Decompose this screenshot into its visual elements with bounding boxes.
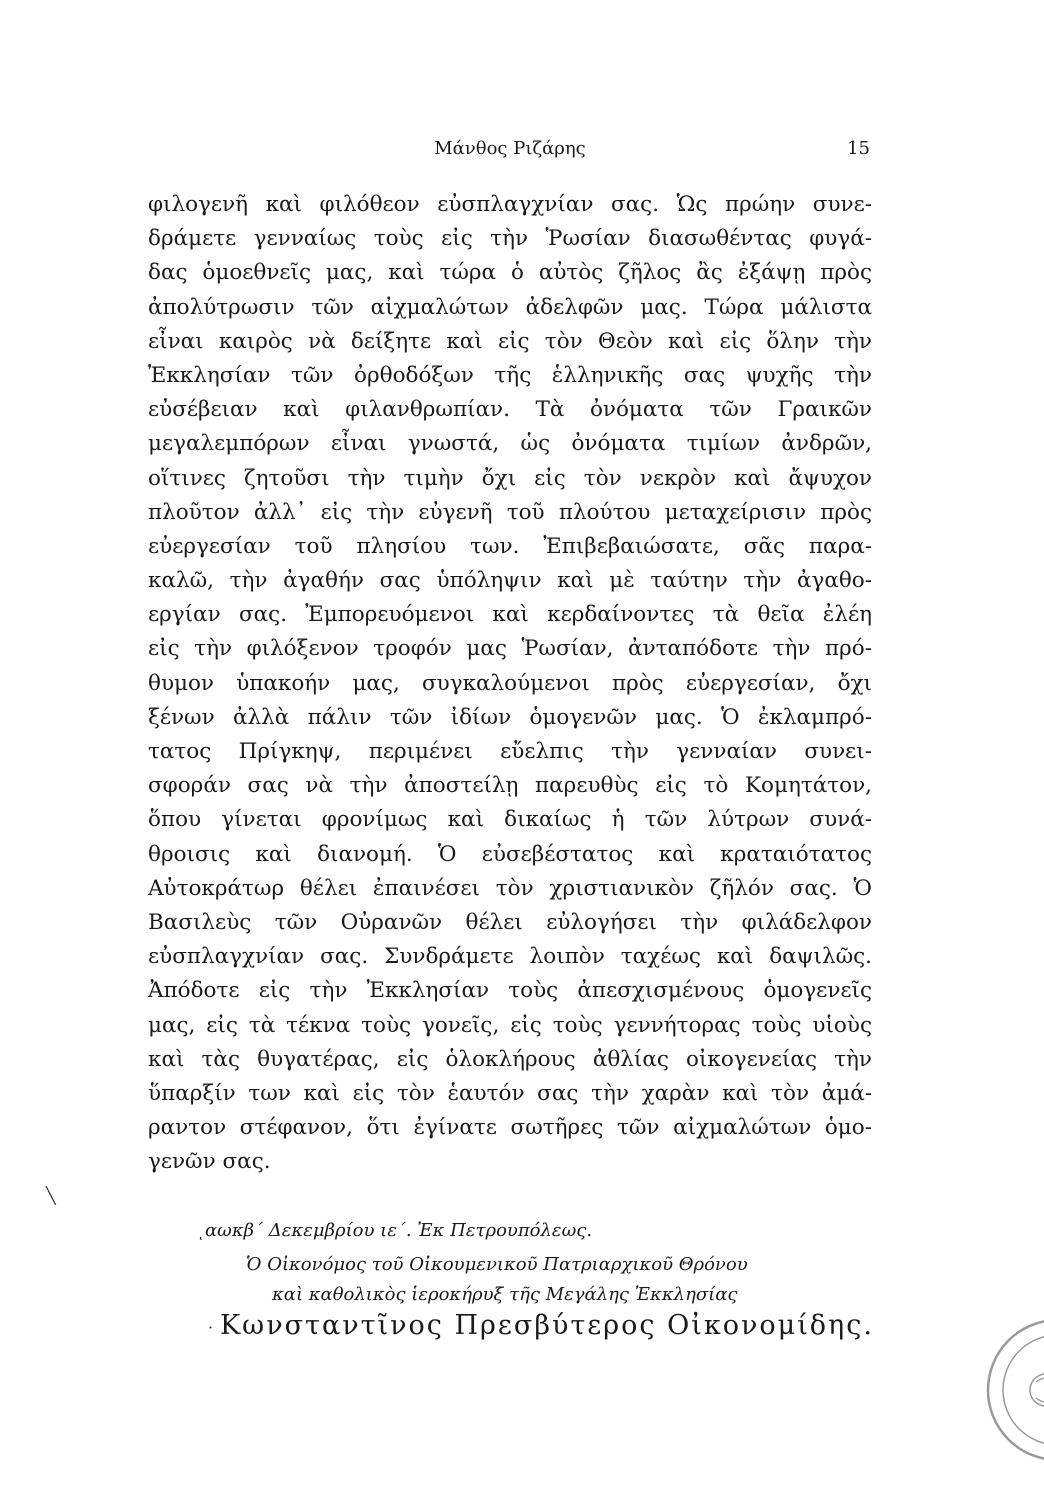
text-line: καὶ τὰς θυγατέρας, εἰς ὁλοκλήρους ἀθλίας οἰκογενείας τὴν: [148, 1046, 872, 1072]
text-line: εἶναι καιρὸς νὰ δείξητε καὶ εἰς τὸν Θεὸν καὶ εἰς ὅλην τὴν: [148, 328, 872, 354]
text-line: ραντον στέφανον, ὅτι ἐγίνατε σωτῆρες τῶν αἰχμαλώτων ὁμο-: [148, 1115, 872, 1141]
text-line: ὕπαρξίν των καὶ εἰς τὸν ἑαυτόν σας τὴν χαρὰν καὶ τὸν ἀμά-: [148, 1080, 872, 1106]
body-text: [148, 188, 872, 1179]
margin-mark: ·: [208, 1318, 214, 1337]
page-number: 15: [847, 138, 870, 159]
text-line: ἀπολύτρωσιν τῶν αἰχμαλώτων ἀδελφῶν μας. Τώρα μάλιστα: [148, 294, 872, 320]
text-line: εὐσέβειαν καὶ φιλανθρωπίαν. Τὰ ὀνόματα τῶν Γραικῶν: [148, 397, 872, 423]
library-stamp: [976, 1290, 1044, 1490]
text-line: δας ὁμοεθνεῖς μας, καὶ τώρα ὁ αὐτὸς ζῆλος ἂς ἐξάψῃ πρὸς: [148, 260, 872, 286]
signatory-title-line-1: Ὁ Οἰκονόμος τοῦ Οἰκουμενικοῦ Πατριαρχικοῦ Θρόνου: [246, 1254, 748, 1275]
text-line: καλῶ, τὴν ἀγαθήν σας ὑπόληψιν καὶ μὲ ταύτην τὴν ἀγαθο-: [148, 568, 872, 594]
text-line: γενῶν σας.: [148, 1149, 271, 1175]
text-line: πλοῦτον ἀλλ᾽ εἰς τὴν εὐγενῆ τοῦ πλούτου μεταχείρισιν πρὸς: [148, 499, 872, 525]
text-line: εὐεργεσίαν τοῦ πλησίου των. Ἐπιβεβαιώσατε, σᾶς παρα-: [148, 533, 872, 559]
text-line: Ἀπόδοτε εἰς τὴν Ἐκκλησίαν τοὺς ἀπεσχισμένους ὁμογενεῖς: [148, 978, 872, 1004]
margin-mark: ╲: [46, 1186, 56, 1205]
text-line: ξένων ἀλλὰ πάλιν τῶν ἰδίων ὁμογενῶν μας. Ὁ ἐκλαμπρό-: [148, 704, 872, 730]
running-head: [150, 138, 870, 168]
text-line: εἰς τὴν φιλόξενον τροφόν μας Ῥωσίαν, ἀνταπόδοτε τὴν πρό-: [148, 636, 872, 662]
text-line: εὐσπλαγχνίαν σας. Συνδράμετε λοιπὸν ταχέως καὶ δαψιλῶς.: [148, 944, 872, 970]
text-line: οἵτινες ζητοῦσι τὴν τιμὴν ὄχι εἰς τὸν νεκρὸν καὶ ἄψυχον: [148, 465, 872, 491]
text-line: θυμον ὑπακοήν μας, συγκαλούμενοι πρὸς εὐεργεσίαν, ὄχι: [148, 670, 872, 696]
text-line: φιλογενῆ καὶ φιλόθεον εὐσπλαγχνίαν σας. Ὡς πρώην συνε-: [148, 192, 872, 217]
text-line: μεγαλεμπόρων εἶναι γνωστά, ὡς ὀνόματα τιμίων ἀνδρῶν,: [148, 431, 872, 457]
signatory-title-line-2: καὶ καθολικὸς ἱεροκήρυξ τῆς Μεγάλης Ἐκκλησίας: [272, 1284, 738, 1305]
text-line: δράμετε γενναίως τοὺς εἰς τὴν Ῥωσίαν διασωθέντας φυγά-: [148, 226, 872, 252]
text-line: Αὐτοκράτωρ θέλει ἐπαινέσει τὸν χριστιανικὸν ζῆλόν σας. Ὁ: [148, 875, 872, 901]
text-line: σφοράν σας νὰ τὴν ἀποστείλῃ παρευθὺς εἰς τὸ Κομητάτον,: [148, 773, 872, 799]
text-line: θροισις καὶ διανομή. Ὁ εὐσεβέστατος καὶ κραταιότατος: [148, 841, 872, 867]
date-line: ͺαωκβ΄ Δεκεμβρίου ιε΄. Ἐκ Πετρουπόλεως.: [196, 1220, 593, 1241]
running-title: Μάνθος Ριζάρης: [434, 138, 586, 159]
text-line: Βασιλεὺς τῶν Οὐρανῶν θέλει εὐλογήσει τὴν φιλάδελφον: [148, 909, 872, 935]
text-line: μας, εἰς τὰ τέκνα τοὺς γονεῖς, εἰς τοὺς γεννήτορας τοὺς υἱοὺς: [148, 1012, 872, 1038]
signature: Κωνσταντῖνος Πρεσβύτερος Οἰκονομίδης.: [220, 1310, 874, 1341]
text-line: εργίαν σας. Ἐμπορευόμενοι καὶ κερδαίνοντες τὰ θεῖα ἐλέη: [148, 602, 872, 628]
text-line: Ἐκκλησίαν τῶν ὀρθοδόξων τῆς ἑλληνικῆς σας ψυχῆς τὴν: [148, 362, 872, 388]
text-line: ὅπου γίνεται φρονίμως καὶ δικαίως ἡ τῶν λύτρων συνά-: [148, 807, 872, 833]
text-line: τατος Πρίγκηψ, περιμένει εὔελπις τὴν γενναίαν συνει-: [148, 739, 872, 764]
